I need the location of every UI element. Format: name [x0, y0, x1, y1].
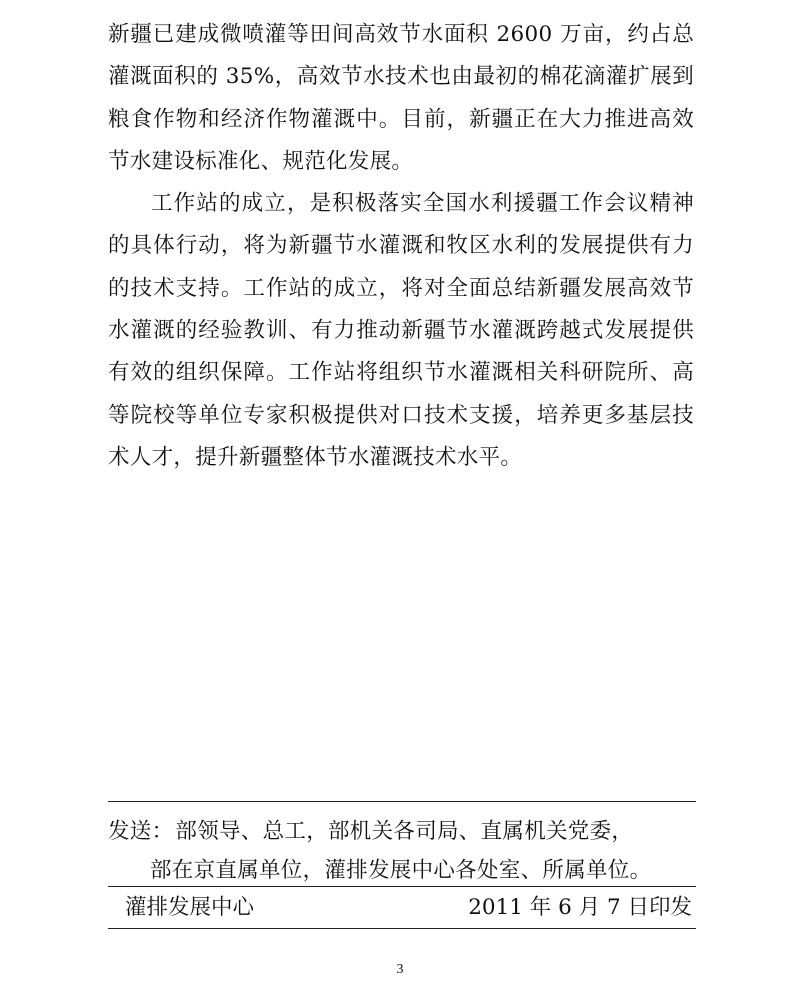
distribution-line-1 — [108, 818, 633, 846]
distribution-middle-rule — [108, 886, 696, 887]
distribution-recipients-2: 部在京直属单位，灌排发展中心各处室、所属单位。 — [150, 858, 652, 883]
distribution-top-rule — [108, 801, 696, 802]
distribution-line-2 — [150, 857, 651, 885]
document-body — [108, 14, 694, 479]
distribution-label: 发送： — [108, 819, 174, 844]
page-number: 3 — [396, 962, 404, 977]
paragraph-1: 新疆已建成微喷灌等田间高效节水面积 2600 万亩，约占总灌溉面积的 35%，高效节水技术也由最初的棉花滴灌扩展到粮食作物和经济作物灌溉中。目前，新疆正在大力推进高效节水建设标准化、规范化发展。 — [108, 22, 694, 174]
issuing-office: 灌排发展中心 — [125, 895, 255, 920]
distribution-bottom-rule — [108, 928, 696, 929]
distribution-recipients-1: 部领导、总工，部机关各司局、直属机关党委， — [175, 819, 634, 844]
paragraph-2: 工作站的成立，是积极落实全国水利援疆工作会议精神的具体行动，将为新疆节水灌溉和牧区水利的发展提供有力的技术支持。工作站的成立，将对全面总结新疆发展高效节水灌溉的经验教训、有力推动新疆节水灌溉跨越式发展提供有效的组织保障。工作站将组织节水灌溉相关科研院所、高等院校等单位专家积极提供对口技术支援，培养更多基层技术人才，提升新疆整体节水灌溉技术水平。 — [108, 191, 694, 470]
issue-date: 2011 年 6 月 7 日印发 — [468, 895, 692, 920]
